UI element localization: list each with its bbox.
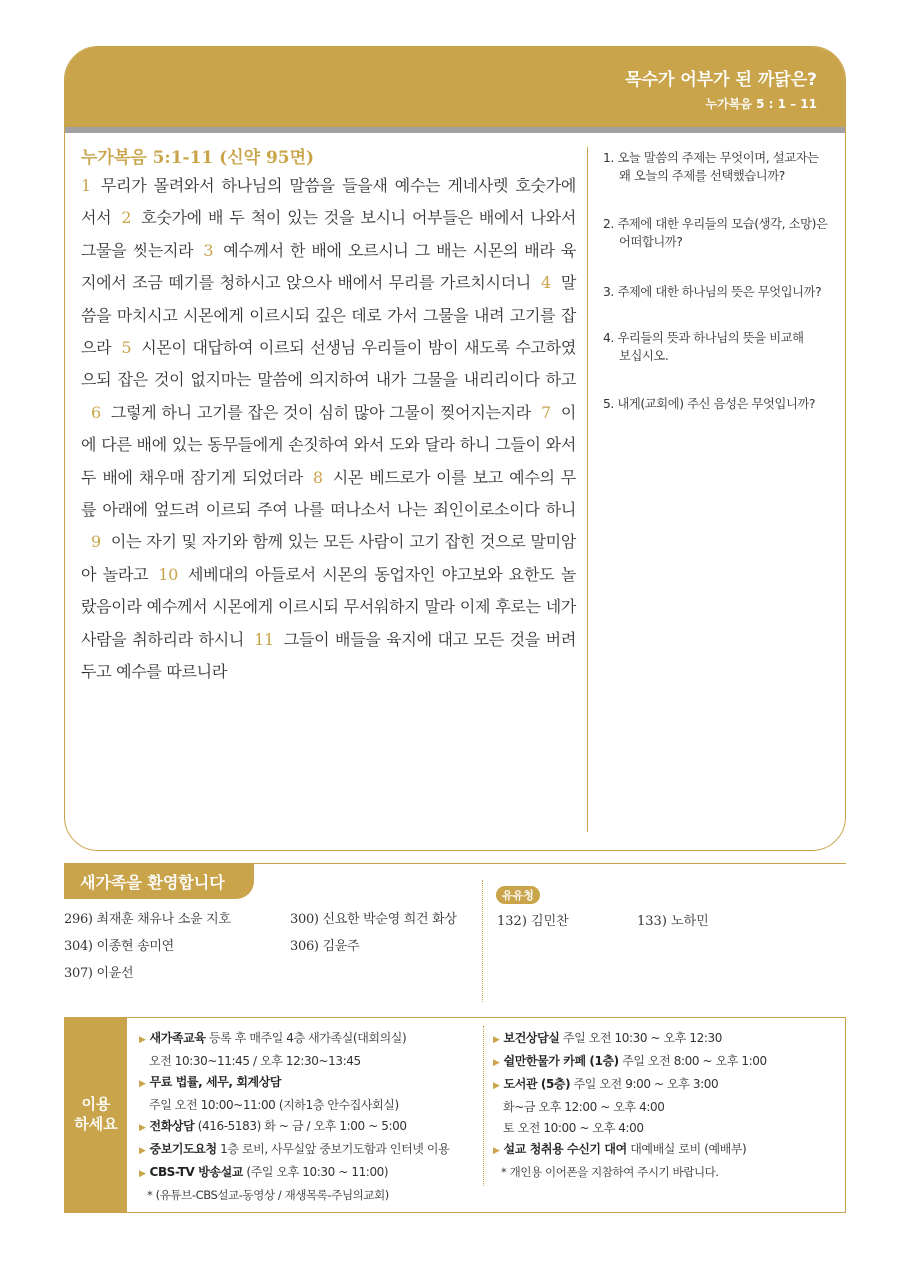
info-item-title: 쉴만한물가 카페 (1층) xyxy=(503,1054,619,1068)
new-family-list xyxy=(64,908,457,989)
question-line: 1. 오늘 말씀의 주제는 무엇이며, 설교자는 xyxy=(603,151,819,165)
bullet-arrow-icon: ▶ xyxy=(139,1079,146,1089)
sermon-card xyxy=(64,46,846,851)
new-family-row xyxy=(64,962,231,989)
new-family-title: 새가족을 환영합니다 xyxy=(64,863,254,899)
verse-text: 그렇게 하니 고기를 잡은 것이 심히 많아 그물이 찢어지는지라 xyxy=(110,402,531,422)
info-item-detail: 대예배실 로비 (예배부) xyxy=(626,1142,747,1156)
family-entry: 296) 최재훈 채유나 소윤 지호 xyxy=(64,912,231,927)
info-note: * 개인용 이어폰을 지참하여 주시기 바랍니다. xyxy=(501,1165,719,1179)
verse-text: 그들이 배들을 육지에 대고 모든 것을 버려 두고 예수를 따르니라 xyxy=(81,629,576,682)
info-item xyxy=(139,1162,469,1185)
bullet-arrow-icon: ▶ xyxy=(493,1058,500,1068)
bullet-arrow-icon: ▶ xyxy=(139,1123,146,1133)
question-line: 2. 주제에 대한 우리들의 모습(생각, 소망)은 xyxy=(603,217,828,231)
bullet-arrow-icon: ▶ xyxy=(493,1146,500,1156)
verse-number: 10 xyxy=(158,564,178,584)
info-item-title: 도서관 (5층) xyxy=(503,1077,571,1091)
family-entry: 307) 이윤선 xyxy=(64,966,134,981)
info-item-title: 전화상담 xyxy=(149,1119,195,1133)
sermon-title: 목수가 어부가 된 까닭은? xyxy=(625,70,817,90)
info-item-title: 새가족교육 xyxy=(149,1031,206,1045)
verse-text: 시몬이 대답하여 이르되 선생님 우리들이 밤이 새도록 수고하였으되 잡은 것이 없지마는 말씀에 의지하여 내가 그물을 내리리이다 하고 xyxy=(81,338,576,390)
info-item-title: CBS-TV 방송설교 xyxy=(149,1165,243,1179)
info-item-title: 설교 청취용 수신기 대여 xyxy=(503,1142,627,1156)
question-item xyxy=(603,149,819,185)
verse-number: 4 xyxy=(540,273,551,293)
bullet-arrow-icon: ▶ xyxy=(493,1035,500,1045)
info-item-sub: 주일 오전 10:00~11:00 (지하1층 안수집사회실) xyxy=(149,1098,399,1112)
info-item-sub: 토 오전 10:00 ~ 오후 4:00 xyxy=(503,1121,644,1135)
verse-text: 시몬 베드로가 이를 보고 예수의 무릎 아래에 엎드려 이르되 주여 나를 떠나소서 나는 죄인이로소이다 하니 xyxy=(81,467,576,520)
bullet-arrow-icon: ▶ xyxy=(493,1081,500,1091)
info-item-title: 보건상담실 xyxy=(503,1031,560,1045)
info-item xyxy=(139,1116,469,1139)
info-item-sub: 오전 10:30~11:45 / 오후 12:30~13:45 xyxy=(149,1054,361,1068)
info-right-column xyxy=(493,1028,833,1183)
question-item xyxy=(603,329,804,365)
info-left-column xyxy=(139,1028,469,1206)
verse-text: 호숫가에 배 두 척이 있는 것을 보시니 어부들은 배에서 나와서 그물을 씻는지라 xyxy=(81,208,576,260)
infant-name: 132) 김민찬 xyxy=(497,914,569,929)
info-item-title: 중보기도요청 xyxy=(149,1142,217,1156)
infant-badge: 유유청 xyxy=(496,886,540,904)
header-stripe xyxy=(65,127,845,133)
verse-text: 이에 다른 배에 있는 동무들에게 손짓하여 와서 도와 달라 하니 그들이 와서 두 배에 채우매 잠기게 되었더라 xyxy=(81,402,576,487)
verse-number: 2 xyxy=(121,208,132,228)
verse-number: 9 xyxy=(91,532,101,552)
info-item xyxy=(493,1028,833,1051)
question-line: 4. 우리들의 뜻과 하나님의 뜻을 비교해 xyxy=(603,331,804,345)
verse-number: 5 xyxy=(121,338,132,358)
new-family-row xyxy=(64,908,457,935)
verse-number: 6 xyxy=(91,402,101,422)
verse-text: 세베대의 아들로서 시몬의 동업자인 야고보와 요한도 놀랐음이라 예수께서 시몬에게 이르시되 무서워하지 말라 이제 후로는 네가 사람을 취하리라 하시니 xyxy=(81,564,576,649)
verse-text: 이는 자기 및 자기와 함께 있는 모든 사람이 고기 잡힌 것으로 말미암아 놀라고 xyxy=(81,532,576,584)
info-divider xyxy=(483,1026,484,1186)
info-box xyxy=(64,1017,846,1213)
card-header xyxy=(65,47,845,127)
info-item xyxy=(493,1139,833,1162)
scripture-body xyxy=(81,170,576,689)
family-entry: 300) 신요한 박순영 희건 화상 xyxy=(290,912,457,927)
info-item-detail: 주일 오전 9:00 ~ 오후 3:00 xyxy=(570,1077,719,1091)
info-item-detail: (주일 오후 10:30 ~ 11:00) xyxy=(242,1165,389,1179)
question-line: 왜 오늘의 주제를 선택했습니까? xyxy=(619,169,785,183)
infant-name: 133) 노하민 xyxy=(637,914,709,929)
family-entry: 304) 이종현 송미연 xyxy=(64,939,174,954)
verse-number: 7 xyxy=(540,402,551,422)
verse-number: 11 xyxy=(254,629,274,649)
info-item xyxy=(139,1028,469,1051)
info-item-detail: 등록 후 매주일 4층 새가족실(대회의실) xyxy=(205,1031,407,1045)
bullet-arrow-icon: ▶ xyxy=(139,1169,146,1179)
info-item xyxy=(139,1139,469,1162)
question-line: 어떠합니까? xyxy=(619,235,683,249)
column-divider xyxy=(587,147,588,832)
new-family-divider xyxy=(482,880,483,1002)
scripture-heading: 누가복음 5:1-11 (신약 95면) xyxy=(81,148,315,168)
verse-text: 말씀을 마치시고 시몬에게 이르시되 깊은 데로 가서 그물을 내려 고기를 잡으라 xyxy=(81,273,576,358)
new-family-row xyxy=(64,935,360,962)
info-side-label-line: 하세요 xyxy=(74,1115,118,1133)
question-item xyxy=(603,215,827,251)
bullet-arrow-icon: ▶ xyxy=(139,1035,146,1045)
info-item-detail: 주일 오전 10:30 ~ 오후 12:30 xyxy=(559,1031,722,1045)
question-line: 보십시오. xyxy=(619,349,669,363)
info-item xyxy=(493,1051,833,1074)
verse-text: 예수께서 한 배에 오르시니 그 배는 시몬의 배라 육지에서 조금 떼기를 청하시고 앉으사 배에서 무리를 가르치시더니 xyxy=(81,240,576,293)
verse-number: 1 xyxy=(81,176,91,195)
family-entry: 306) 김윤주 xyxy=(290,939,360,954)
info-side-label-line: 이용 xyxy=(81,1095,111,1113)
scripture-passage xyxy=(81,143,576,689)
infant-list xyxy=(497,910,709,929)
question-item xyxy=(603,395,815,413)
bullet-arrow-icon: ▶ xyxy=(139,1146,146,1156)
verse-number: 3 xyxy=(203,240,214,260)
info-item-sub: 화~금 오후 12:00 ~ 오후 4:00 xyxy=(503,1100,665,1114)
info-item xyxy=(493,1074,833,1097)
question-line: 5. 내게(교회에) 주신 음성은 무엇입니까? xyxy=(603,397,816,411)
info-item-title: 무료 법률, 세무, 회계상담 xyxy=(149,1075,282,1089)
info-item-detail: 주일 오전 8:00 ~ 오후 1:00 xyxy=(618,1054,767,1068)
info-side-label xyxy=(65,1018,127,1212)
info-item-detail: (416-5183) 화 ~ 금 / 오후 1:00 ~ 5:00 xyxy=(194,1119,407,1133)
question-item xyxy=(603,283,821,301)
verse-text: 무리가 몰려와서 하나님의 말씀을 들을새 예수는 게네사렛 호숫가에 서서 xyxy=(81,176,576,228)
verse-number: 8 xyxy=(312,467,323,487)
info-item xyxy=(139,1072,469,1095)
info-item-detail: 1층 로비, 사무실앞 중보기도함과 인터넷 이용 xyxy=(216,1142,450,1156)
question-line: 3. 주제에 대한 하나님의 뜻은 무엇입니까? xyxy=(603,285,822,299)
info-note: * (유튜브-CBS설교-동영상 / 재생목록-주님의교회) xyxy=(147,1188,389,1202)
sermon-reference: 누가복음 5 : 1 – 11 xyxy=(705,97,817,111)
